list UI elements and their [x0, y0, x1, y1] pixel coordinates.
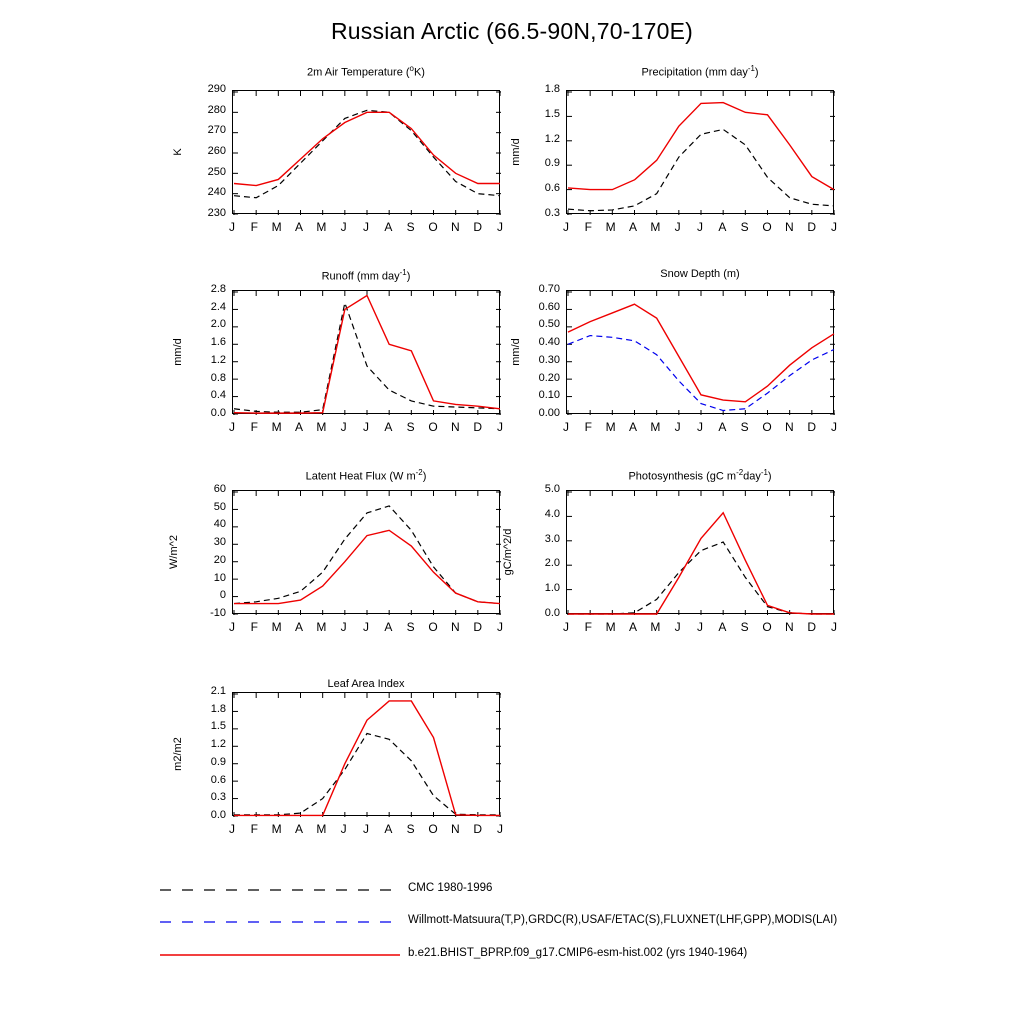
y-tick-label: 60 — [213, 483, 226, 495]
x-tick-label: A — [628, 420, 637, 434]
chart-series-line — [568, 304, 834, 402]
page-title: Russian Arctic (66.5-90N,70-170E) — [331, 18, 693, 44]
y-tick-label: 0.60 — [538, 300, 560, 313]
legend-label: CMC 1980-1996 — [408, 882, 493, 894]
x-tick-label: J — [340, 822, 347, 836]
x-tick-label: J — [229, 220, 235, 234]
y-tick-label: 1.5 — [210, 720, 226, 733]
y-tick-label: 230 — [207, 207, 226, 219]
x-tick-label: O — [762, 220, 772, 234]
y-tick-label: 0.30 — [538, 353, 560, 366]
y-axis-label: mm/d — [510, 138, 522, 166]
y-tick-label: 0.0 — [210, 407, 226, 419]
y-tick-label: 1.2 — [544, 132, 560, 145]
x-tick-label: F — [584, 220, 592, 234]
y-tick-label: 2.0 — [210, 318, 226, 331]
x-tick-label: J — [340, 220, 347, 234]
x-tick-label: A — [718, 220, 727, 234]
x-tick-label: F — [250, 822, 258, 836]
plot-area — [566, 290, 834, 414]
x-tick-label: D — [473, 822, 482, 836]
chart-title: Latent Heat Flux (W $m^{-2}$) — [305, 468, 427, 483]
y-tick-label: 1.8 — [210, 702, 226, 715]
x-tick-label: O — [428, 620, 438, 634]
chart-title: Photosynthesis (gC $m^{-2}day^{-1}$) — [628, 468, 772, 483]
y-tick-label: 0.0 — [544, 607, 560, 619]
x-tick-label: J — [363, 822, 369, 836]
x-tick-label: A — [384, 822, 393, 836]
x-tick-label: J — [831, 420, 837, 434]
x-tick-label: A — [294, 620, 303, 634]
y-tick-label: 0.8 — [210, 371, 226, 384]
x-tick-label: M — [316, 620, 327, 634]
chart-series-line — [568, 336, 834, 411]
legend-entry — [160, 882, 400, 898]
y-tick-label: 1.8 — [544, 83, 560, 95]
x-tick-label: J — [563, 220, 569, 234]
x-tick-label: M — [605, 220, 616, 234]
x-tick-label: D — [807, 620, 816, 634]
x-tick-label: S — [406, 420, 415, 434]
x-tick-label: M — [605, 420, 616, 434]
x-tick-label: J — [497, 420, 503, 434]
x-tick-label: F — [584, 420, 592, 434]
x-tick-label: A — [294, 822, 303, 836]
y-tick-label: 240 — [207, 186, 226, 199]
y-tick-label: 0.70 — [538, 283, 560, 295]
x-tick-label: J — [340, 620, 347, 634]
x-tick-label: S — [740, 220, 749, 234]
y-axis-label: W/m^2 — [168, 535, 180, 569]
legend-label: Willmott-Matsuura(T,P),GRDC(R),USAF/ETAC(S),FLUXNET(LHF,GPP),MODIS(LAI) — [408, 914, 838, 926]
chart-series-line — [568, 129, 834, 210]
plot-area — [566, 490, 834, 614]
x-tick-label: S — [406, 822, 415, 836]
y-tick-label: 4.0 — [544, 507, 560, 520]
chart-title: Runoff (mm day$^{-1}$) — [321, 268, 411, 283]
x-tick-label: S — [406, 620, 415, 634]
chart-series-line — [234, 734, 500, 815]
y-tick-label: 0.9 — [210, 755, 226, 768]
chart-series-line — [234, 295, 500, 413]
x-tick-label: A — [294, 420, 303, 434]
x-tick-label: O — [428, 220, 438, 234]
x-tick-label: D — [473, 220, 482, 234]
y-tick-label: 2.4 — [210, 300, 226, 313]
chart-title: Precipitation (mm day$^{-1}$) — [641, 64, 759, 79]
x-tick-label: J — [697, 420, 703, 434]
x-tick-label: J — [229, 420, 235, 434]
x-tick-label: J — [497, 620, 503, 634]
x-tick-label: S — [740, 620, 749, 634]
y-tick-label: 10 — [213, 571, 226, 584]
x-tick-label: J — [563, 420, 569, 434]
x-tick-label: N — [784, 220, 794, 234]
x-tick-label: J — [831, 620, 837, 634]
y-tick-label: 280 — [207, 103, 226, 116]
chart-series-line — [234, 530, 500, 603]
plot-area — [232, 490, 500, 614]
y-tick-label: 2.8 — [210, 283, 226, 295]
y-tick-label: 0.3 — [210, 791, 226, 804]
y-tick-label: 5.0 — [544, 483, 560, 495]
x-tick-label: N — [450, 420, 460, 434]
y-tick-label: 250 — [207, 165, 226, 178]
chart-series-line — [234, 701, 500, 815]
y-tick-label: 0.20 — [538, 371, 560, 384]
y-tick-label: 270 — [207, 124, 226, 137]
y-tick-label: 30 — [213, 536, 226, 549]
x-tick-label: M — [271, 620, 282, 634]
x-tick-label: M — [650, 420, 661, 434]
y-tick-label: 1.2 — [210, 738, 226, 751]
legend-entry — [160, 947, 400, 963]
chart-series-line — [234, 303, 500, 412]
x-tick-label: N — [450, 822, 460, 836]
x-tick-label: J — [697, 220, 703, 234]
y-tick-label: 0.00 — [538, 407, 560, 419]
y-tick-label: 1.0 — [544, 582, 560, 595]
y-tick-label: 20 — [213, 553, 226, 566]
y-tick-label: -10 — [210, 607, 226, 619]
x-tick-label: F — [584, 620, 592, 634]
x-tick-label: S — [740, 420, 749, 434]
y-tick-label: 0.3 — [544, 207, 560, 219]
y-axis-label: m2/m2 — [172, 737, 184, 771]
x-tick-label: O — [762, 620, 772, 634]
x-tick-label: J — [363, 620, 369, 634]
x-tick-label: F — [250, 420, 258, 434]
y-axis-label: K — [172, 148, 184, 156]
y-tick-label: 0.0 — [210, 809, 226, 821]
x-tick-label: N — [450, 620, 460, 634]
x-tick-label: M — [271, 420, 282, 434]
x-tick-label: A — [628, 220, 637, 234]
x-tick-label: M — [605, 620, 616, 634]
y-tick-label: 0.6 — [544, 182, 560, 195]
x-tick-label: J — [497, 220, 503, 234]
y-tick-label: 0.40 — [538, 336, 560, 349]
x-tick-label: M — [316, 420, 327, 434]
chart-title: Snow Depth (m) — [660, 268, 740, 280]
chart-series-line — [568, 513, 834, 614]
plot-area — [566, 90, 834, 214]
y-tick-label: 0.6 — [210, 773, 226, 786]
x-tick-label: M — [316, 822, 327, 836]
x-tick-label: M — [271, 822, 282, 836]
x-tick-label: M — [650, 620, 661, 634]
x-tick-label: J — [697, 620, 703, 634]
x-tick-label: A — [384, 220, 393, 234]
y-tick-label: 40 — [213, 518, 226, 531]
plot-area — [232, 90, 500, 214]
y-axis-label: mm/d — [172, 338, 184, 366]
y-tick-label: 50 — [213, 500, 226, 513]
x-tick-label: J — [674, 420, 681, 434]
x-tick-label: J — [363, 220, 369, 234]
x-tick-label: J — [497, 822, 503, 836]
x-tick-label: J — [563, 620, 569, 634]
y-tick-label: 290 — [207, 83, 226, 95]
x-tick-label: J — [229, 822, 235, 836]
y-tick-label: 0.50 — [538, 318, 560, 331]
x-tick-label: M — [650, 220, 661, 234]
x-tick-label: N — [784, 620, 794, 634]
chart-series-line — [234, 110, 500, 197]
y-tick-label: 1.5 — [544, 107, 560, 120]
chart-series-line — [234, 506, 500, 604]
chart-series-line — [234, 112, 500, 185]
x-tick-label: J — [229, 620, 235, 634]
y-tick-label: 2.0 — [544, 557, 560, 570]
x-tick-label: J — [674, 620, 681, 634]
y-tick-label: 3.0 — [544, 532, 560, 545]
x-tick-label: J — [831, 220, 837, 234]
x-tick-label: F — [250, 220, 258, 234]
x-tick-label: J — [674, 220, 681, 234]
y-tick-label: 0 — [219, 589, 226, 602]
x-tick-label: A — [628, 620, 637, 634]
legend-label: b.e21.BHIST_BPRP.f09_g17.CMIP6-esm-hist.002 (yrs 1940-1964) — [408, 947, 748, 959]
x-tick-label: N — [450, 220, 460, 234]
x-tick-label: D — [807, 220, 816, 234]
x-tick-label: S — [406, 220, 415, 234]
x-tick-label: D — [473, 620, 482, 634]
y-tick-label: 0.10 — [538, 389, 560, 402]
legend-entry — [160, 914, 400, 930]
plot-area — [232, 290, 500, 414]
y-tick-label: 1.2 — [210, 353, 226, 366]
x-tick-label: A — [384, 620, 393, 634]
x-tick-label: N — [784, 420, 794, 434]
chart-title: Leaf Area Index — [327, 678, 405, 690]
y-tick-label: 0.9 — [544, 157, 560, 170]
x-tick-label: A — [718, 620, 727, 634]
x-tick-label: M — [316, 220, 327, 234]
y-axis-label: gC/m^2/d — [502, 528, 514, 576]
y-tick-label: 2.1 — [210, 685, 226, 697]
x-tick-label: A — [718, 420, 727, 434]
y-axis-label: mm/d — [510, 338, 522, 366]
y-tick-label: 0.4 — [210, 389, 226, 402]
x-tick-label: J — [340, 420, 347, 434]
x-tick-label: F — [250, 620, 258, 634]
x-tick-label: D — [473, 420, 482, 434]
x-tick-label: D — [807, 420, 816, 434]
x-tick-label: O — [428, 420, 438, 434]
chart-series-line — [568, 103, 834, 190]
y-tick-label: 1.6 — [210, 336, 226, 349]
x-tick-label: O — [428, 822, 438, 836]
x-tick-label: O — [762, 420, 772, 434]
x-tick-label: A — [294, 220, 303, 234]
x-tick-label: J — [363, 420, 369, 434]
plot-area — [232, 692, 500, 816]
x-tick-label: M — [271, 220, 282, 234]
chart-series-line — [568, 542, 834, 614]
y-tick-label: 260 — [207, 145, 226, 157]
chart-title: 2m Air Temperature ($^o$K) — [307, 64, 425, 79]
x-tick-label: A — [384, 420, 393, 434]
